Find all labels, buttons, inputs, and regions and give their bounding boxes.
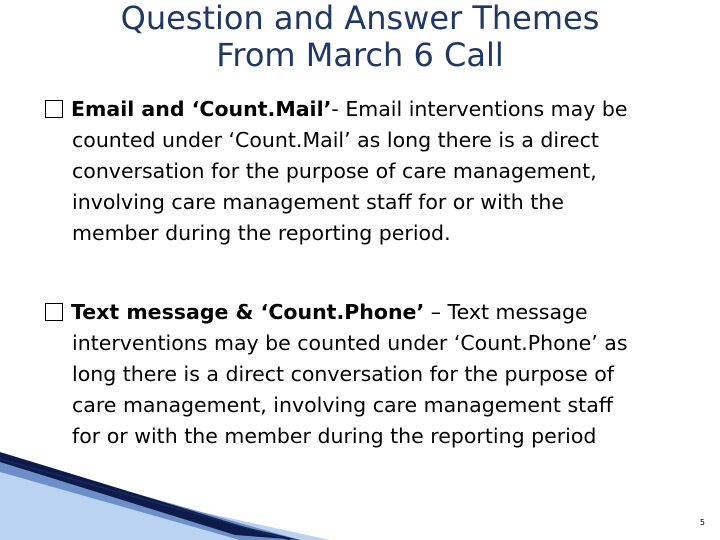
bullet-text: long there is a direct conversation for the purpose of	[72, 362, 615, 386]
bullet-heading: Text message & ‘Count.Phone’	[71, 300, 425, 324]
bullet-text: for or with the member during the reporting period	[72, 424, 597, 448]
bullet-text: interventions may be counted under ‘Count.Phone’ as	[72, 331, 628, 355]
page-number: 5	[699, 518, 705, 527]
slide-title-line-1: Question and Answer Themes	[120, 0, 600, 37]
bullet-text: counted under ‘Count.Mail’ as long there is a direct	[72, 128, 599, 152]
bullet-text: involving care management staff for or with the	[72, 190, 564, 214]
slide-title-line-2: From March 6 Call	[216, 36, 504, 74]
bullet-text: - Email interventions may be	[331, 97, 628, 121]
bullet-text: – Text message	[424, 300, 588, 324]
bullet-text: conversation for the purpose of care management,	[72, 159, 597, 183]
bullet-heading: Email and ‘Count.Mail’	[71, 97, 332, 121]
bullet-text: care management, involving care management staff	[72, 393, 613, 417]
bullet-text: member during the reporting period.	[72, 221, 451, 245]
